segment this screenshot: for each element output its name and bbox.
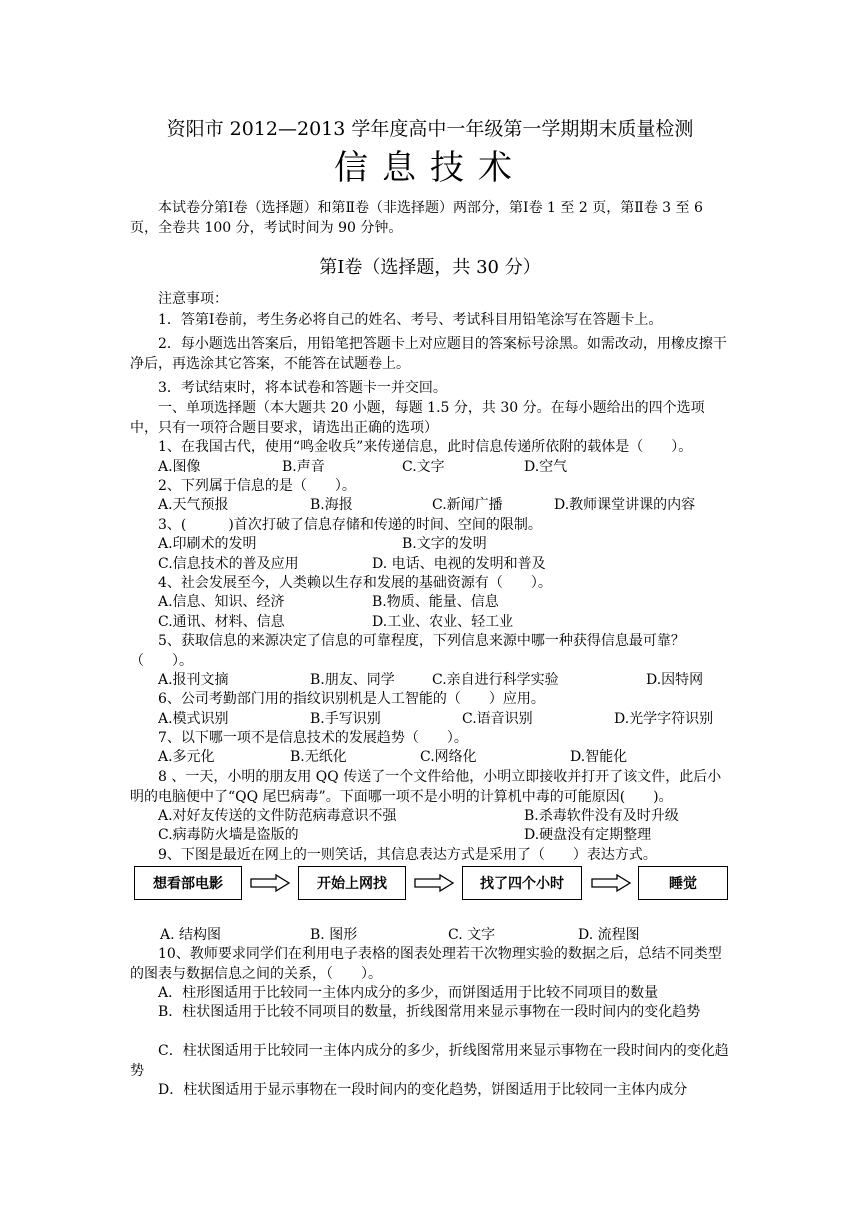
question-stem: 3、( )首次打破了信息存储和传递的时间、空间的限制。 xyxy=(158,517,542,533)
option-b: B.杀毒软件没有及时升级 xyxy=(524,808,679,824)
flow-step: 找了四个小时 xyxy=(462,866,582,900)
option-b: B.朋友、同学 xyxy=(310,672,395,688)
option-a: A.模式识别 xyxy=(158,711,229,727)
option-b: B.物质、能量、信息 xyxy=(372,594,499,610)
option-b: B．柱状图适用于比较不同项目的数量，折线图常用来显示事物在一段时间内的变化趋势 xyxy=(158,1004,701,1020)
option-c: C.网络化 xyxy=(420,749,477,765)
option-a: A. 结构图 xyxy=(160,927,222,943)
option-c: C.新闻广播 xyxy=(432,497,503,513)
notes-title: 注意事项： xyxy=(158,291,228,307)
question-stem: 4、社会发展至今，人类赖以生存和发展的基础资源有（ ）。 xyxy=(158,575,552,591)
option-b: B.无纸化 xyxy=(290,749,347,765)
option-a: A.信息、知识、经济 xyxy=(158,594,285,610)
option-a: A．柱形图适用于比较同一主体内成分的多少，而饼图适用于比较不同项目的数量 xyxy=(158,985,659,1001)
option-a: A.印刷术的发明 xyxy=(158,536,257,552)
option-c: C.病毒防火墙是盗版的 xyxy=(158,827,299,843)
flow-step: 睡觉 xyxy=(638,866,728,900)
question-stem: 1、在我国古代，使用“鸣金收兵”来传递信息，此时信息传递所依附的载体是（ ）。 xyxy=(158,439,693,455)
section-title: 第Ⅰ卷（选择题，共 30 分） xyxy=(319,257,541,278)
option-d: D.光学字符识别 xyxy=(614,711,714,727)
option-a: A.图像 xyxy=(158,459,201,475)
note-item: 3．考试结束时，将本试卷和答题卡一并交回。 xyxy=(158,380,447,396)
question-stem: 8 、一天，小明的朋友用 QQ 传送了一个文件给他，小明立即接收并打开了该文件，此后小明的电脑便中了“QQ 尾巴病毒”。下面哪一项不是小明的计算机中毒的可能原因( )。 xyxy=(130,769,722,805)
arrow-right-icon xyxy=(591,874,631,892)
note-item: 2．每小题选出答案后，用铅笔把答题卡上对应题目的答案标号涂黑。如需改动，用橡皮擦干净后，再选涂其它答案，不能答在试题卷上。 xyxy=(130,336,727,372)
option-d: D．柱状图适用于显示事物在一段时间内的变化趋势，饼图适用于比较同一主体内成分 xyxy=(158,1082,688,1098)
option-a: A.报刊文摘 xyxy=(158,672,229,688)
note-item: 1．答第Ⅰ卷前，考生务必将自己的姓名、考号、考试科目用铅笔涂写在答题卡上。 xyxy=(158,312,663,328)
option-b: B.文字的发明 xyxy=(402,536,487,552)
question-stem: 10、教师要求同学们在利用电子表格的图表处理若干次物理实验的数据之后，总结不同类型的图表与数据信息之间的关系，（ ）。 xyxy=(130,946,722,982)
option-b: B.声音 xyxy=(282,459,325,475)
subject-title: 信息技术 xyxy=(334,148,526,188)
option-b: B.海报 xyxy=(310,497,353,513)
option-d: D. 电话、电视的发明和普及 xyxy=(372,556,546,572)
option-d: D.智能化 xyxy=(570,749,628,765)
arrow-right-icon xyxy=(250,874,290,892)
option-b: B.手写识别 xyxy=(310,711,381,727)
part-intro: 一、单项选择题（本大题共 20 小题，每题 1.5 分，共 30 分。在每小题给出的四个选项中，只有一项符合题目要求，请选出正确的选项） xyxy=(130,400,705,436)
flow-step: 想看部电影 xyxy=(134,866,242,900)
option-a: A.多元化 xyxy=(158,749,215,765)
flow-step: 开始上网找 xyxy=(298,866,406,900)
option-b: B. 图形 xyxy=(310,927,358,943)
option-d: D.硬盘没有定期整理 xyxy=(524,827,652,843)
option-c: C.亲自进行科学实验 xyxy=(432,672,559,688)
option-d: D. 流程图 xyxy=(578,927,640,943)
exam-title: 资阳市 2012—2013 学年度高中一年级第一学期期末质量检测 xyxy=(166,118,694,140)
option-d: D.空气 xyxy=(524,459,568,475)
option-c: C.信息技术的普及应用 xyxy=(158,556,299,572)
option-c: C．柱状图适用于比较同一主体内成分的多少，折线图常用来显示事物在一段时间内的变化趋势 xyxy=(130,1043,729,1079)
question-stem: 5、获取信息的来源决定了信息的可靠程度，下列信息来源中哪一种获得信息最可靠？（ ）。 xyxy=(130,633,685,669)
option-c: C.文字 xyxy=(402,459,445,475)
option-c: C.通讯、材料、信息 xyxy=(158,614,285,630)
option-a: A.对好友传送的文件防范病毒意识不强 xyxy=(158,808,397,824)
option-d: D.工业、农业、轻工业 xyxy=(372,614,514,630)
question-stem: 2、下列属于信息的是（ ）。 xyxy=(158,478,356,494)
question-stem: 7、以下哪一项不是信息技术的发展趋势（ ）。 xyxy=(158,730,468,746)
option-a: A.天气预报 xyxy=(158,497,229,513)
option-c: C.语音识别 xyxy=(462,711,533,727)
option-c: C. 文字 xyxy=(448,927,496,943)
question-stem: 6、公司考勤部门用的指纹识别机是人工智能的（ ）应用。 xyxy=(158,691,545,707)
option-d: D.因特网 xyxy=(646,672,704,688)
question-stem: 9、下图是最近在网上的一则笑话，其信息表达方式是采用了（ ）表达方式。 xyxy=(158,847,657,863)
exam-intro: 本试卷分第Ⅰ卷（选择题）和第Ⅱ卷（非选择题）两部分，第Ⅰ卷 1 至 2 页，第Ⅱ卷 3 至 6 页，全卷共 100 分，考试时间为 90 分钟。 xyxy=(130,200,703,236)
option-d: D.教师课堂讲课的内容 xyxy=(554,497,696,513)
arrow-right-icon xyxy=(414,874,454,892)
